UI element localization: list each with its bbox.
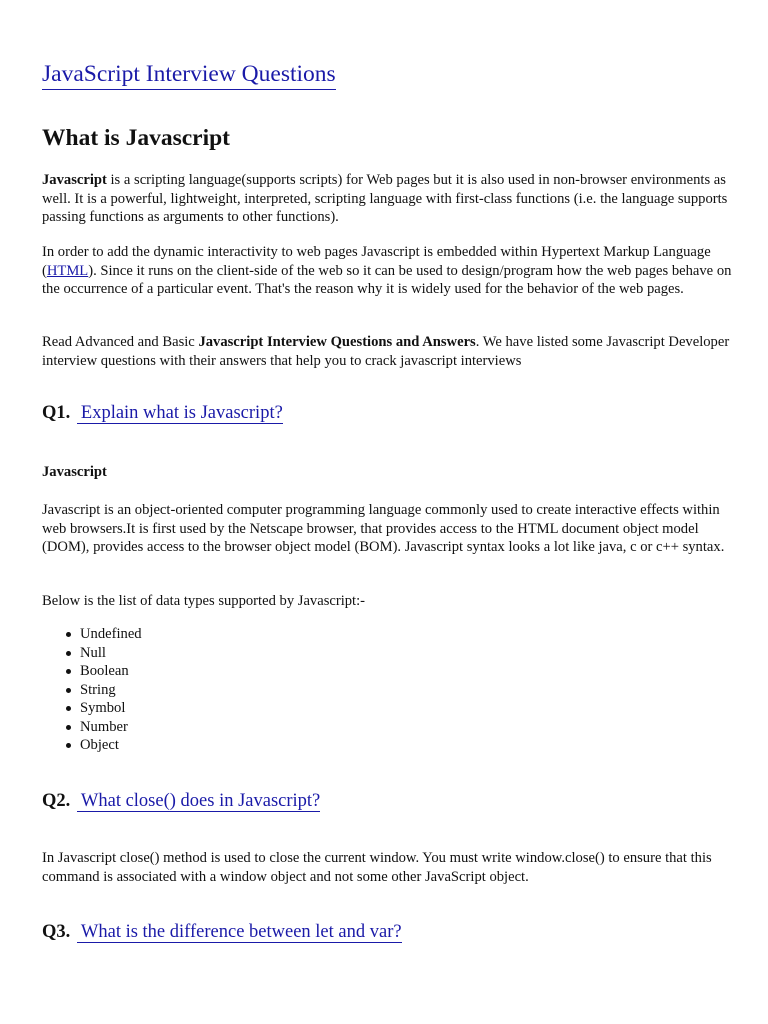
list-item: Null <box>42 644 142 663</box>
intro-bold-term: Javascript <box>42 172 107 188</box>
question-1-link[interactable]: Explain what is Javascript? <box>77 403 283 424</box>
question-3-link[interactable]: What is the difference between let and var? <box>77 922 402 943</box>
list-item: Number <box>42 718 142 737</box>
intro-paragraph-2-after: ). Since it runs on the client-side of the web so it can be used to design/program how the web pages behave on the occurrence of a particular event. That's the reason why it is widely used for the behavior of the web pages. <box>42 262 732 297</box>
intro-paragraph-3-before: Read Advanced and Basic <box>42 334 199 350</box>
question-3-number: Q3. <box>42 922 71 942</box>
question-3-heading <box>42 921 402 943</box>
intro-paragraph-2 <box>42 243 732 299</box>
intro-paragraph-3-bold: Javascript Interview Questions and Answers <box>198 334 476 350</box>
intro-paragraph-3 <box>42 333 732 370</box>
intro-paragraph-3-after: . We have listed some Javascript Developer interview questions with their answers that help you to crack javascript interviews <box>42 334 730 369</box>
data-types-intro: Below is the list of data types supported by Javascript:- <box>42 593 366 609</box>
list-item: Object <box>42 736 142 755</box>
question-1-number: Q1. <box>42 403 71 423</box>
question-2-heading <box>42 790 320 812</box>
list-item: Undefined <box>42 625 142 644</box>
list-item: String <box>42 681 142 700</box>
page-title-link[interactable]: JavaScript Interview Questions <box>42 60 336 90</box>
question-1-heading <box>42 402 283 424</box>
list-item: Boolean <box>42 662 142 681</box>
intro-paragraph-1-text: is a scripting language(supports scripts) for Web pages but it is also used in non-browser environments as well. It is a powerful, lightweight, interpreted, scripting language with first-class functions (i.e. the language supports passing functions as arguments to other functions). <box>42 172 728 225</box>
question-2-answer: In Javascript close() method is used to close the current window. You must write window.close() to ensure that this command is associated with a window object and not some other JavaScript object. <box>42 850 712 885</box>
question-2-link[interactable]: What close() does in Javascript? <box>77 791 320 812</box>
question-1-subheading: Javascript <box>42 464 107 480</box>
question-2-number: Q2. <box>42 791 71 811</box>
intro-paragraph-1 <box>42 171 732 227</box>
data-types-list <box>42 625 142 755</box>
section-heading: What is Javascript <box>42 125 230 151</box>
intro-paragraph-2-before: In order to add the dynamic interactivity to web pages Javascript is embedded within Hypertext Markup Language ( <box>42 244 711 279</box>
list-item: Symbol <box>42 699 142 718</box>
question-1-answer: Javascript is an object-oriented computer programming language commonly used to create interactive effects within web browsers.It is first used by the Netscape browser, that provides access to the HTML document object model (DOM), provides access to the browser object model (BOM). Javascript syntax looks a lot like java, c or c++ syntax. <box>42 502 725 555</box>
html-link[interactable]: HTML <box>46 262 89 279</box>
